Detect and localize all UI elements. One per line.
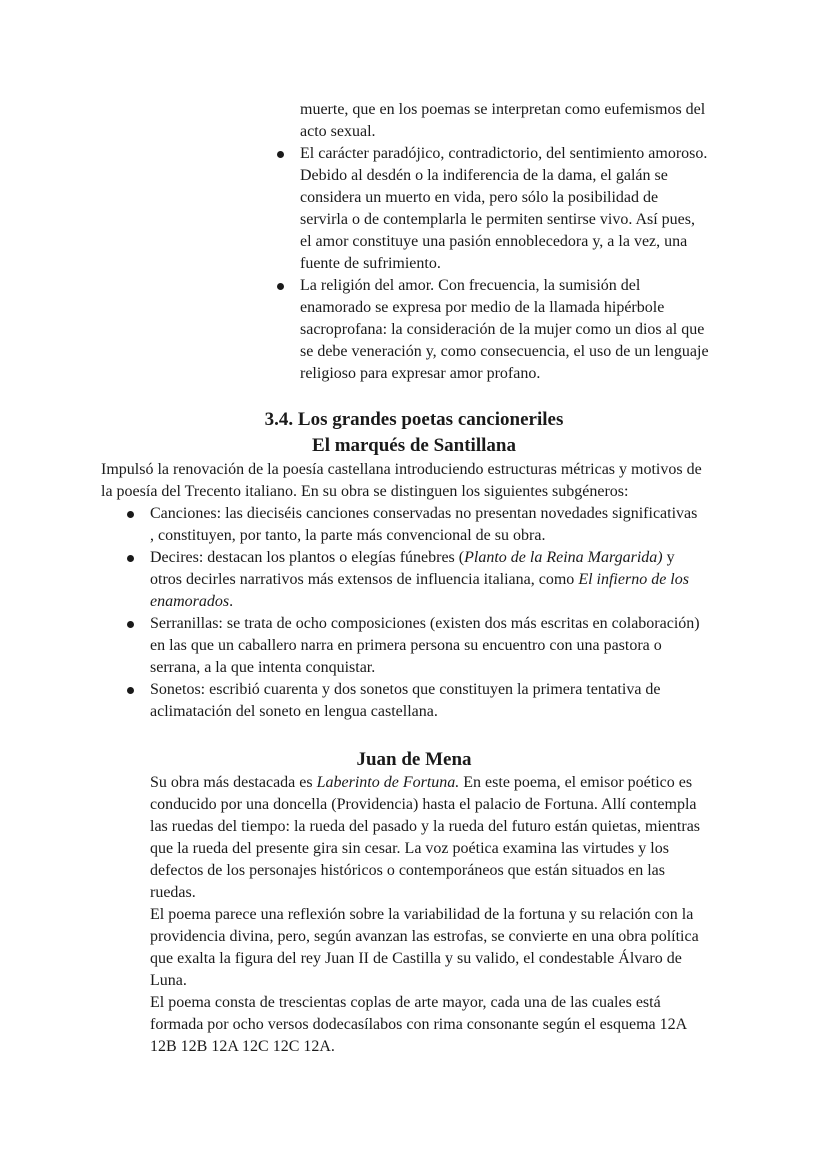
list-item-text: , constituyen, por tanto, la parte más convencional de su obra. bbox=[150, 527, 546, 544]
bullet-icon bbox=[277, 151, 284, 158]
paragraph-line: que la rueda del presente gira sin cesar. La voz poética examina las virtudes y los bbox=[150, 840, 669, 857]
paragraph-line: El poema consta de trescientas coplas de arte mayor, cada una de las cuales está bbox=[150, 994, 661, 1011]
section-title: 3.4. Los grandes poetas cancioneriles bbox=[264, 409, 564, 430]
intro-text: Impulsó la renovación de la poesía castellana introduciendo estructuras métricas y motivos de bbox=[101, 461, 702, 478]
list-item-text: considera un muerto en vida, pero sólo la posibilidad de bbox=[300, 189, 659, 206]
paragraph-line: 12B 12B 12A 12C 12C 12A. bbox=[150, 1038, 335, 1055]
list-item-text: muerte, que en los poemas se interpretan como eufemismos del bbox=[300, 101, 706, 118]
list-item-text: La religión del amor. Con frecuencia, la sumisión del bbox=[300, 277, 641, 294]
list-item-text: Sonetos: escribió cuarenta y dos sonetos que constituyen la primera tentativa de bbox=[150, 681, 661, 698]
bullet-icon bbox=[127, 621, 134, 628]
paragraph-line: providencia divina, pero, según avanzan las estrofas, se convierte en una obra política bbox=[150, 928, 699, 945]
list-item-text: en las que un caballero narra en primera persona su encuentro con una pastora o bbox=[150, 637, 662, 654]
list-item-text: El carácter paradójico, contradictorio, del sentimiento amoroso. bbox=[300, 145, 708, 162]
paragraph-line: que exalta la figura del rey Juan II de Castilla y su valido, el condestable Álvaro de bbox=[150, 950, 682, 967]
bullet-icon bbox=[127, 555, 134, 562]
list-item-text: Decires: destacan los plantos o elegías fúnebres (Planto de la Reina Margarida) y bbox=[150, 549, 675, 566]
list-item-text: acto sexual. bbox=[300, 123, 376, 140]
list-item-text: fuente de sufrimiento. bbox=[300, 255, 441, 272]
list-item-text: servirla o de contemplarla le permiten sentirse vivo. Así pues, bbox=[300, 211, 695, 228]
list-item-text: religioso para expresar amor profano. bbox=[300, 365, 541, 382]
list-item-text: Debido al desdén o la indiferencia de la dama, el galán se bbox=[300, 167, 668, 184]
paragraph-line: conducido por una doncella (Providencia) hasta el palacio de Fortuna. Allí contempla bbox=[150, 796, 697, 813]
list-item-text: el amor constituye una pasión ennoblecedora y, a la vez, una bbox=[300, 233, 688, 250]
list-item-text: serrana, a la que intenta conquistar. bbox=[150, 659, 376, 676]
list-item-text: Canciones: las dieciséis canciones conservadas no presentan novedades significativas bbox=[150, 505, 698, 522]
work-title: enamorados bbox=[150, 593, 230, 610]
bullet-icon bbox=[277, 283, 284, 290]
paragraph-line: formada por ocho versos dodecasílabos con rima consonante según el esquema 12A bbox=[150, 1016, 688, 1033]
paragraph-line: El poema parece una reflexión sobre la variabilidad de la fortuna y su relación con la bbox=[150, 906, 694, 923]
list-item-text: otros decirles narrativos más extensos de influencia italiana, como El infierno de los bbox=[150, 571, 689, 588]
list-item-text: enamorado se expresa por medio de la llamada hipérbole bbox=[300, 299, 665, 316]
list-item-text: se debe veneración y, como consecuencia, el uso de un lenguaje bbox=[300, 343, 709, 360]
list-item-text: aclimatación del soneto en lengua castellana. bbox=[150, 703, 438, 720]
work-title: El infierno de los bbox=[578, 571, 689, 588]
bullet-icon bbox=[127, 511, 134, 518]
mena-title: Juan de Mena bbox=[356, 749, 472, 770]
intro-text: la poesía del Trecento italiano. En su obra se distinguen los siguientes subgéneros: bbox=[101, 483, 629, 500]
list-item-text: enamorados. bbox=[150, 593, 234, 610]
list-item-text: sacroprofana: la consideración de la mujer como un dios al que bbox=[300, 321, 705, 338]
paragraph-line: Luna. bbox=[150, 972, 187, 989]
list-item-text: Serranillas: se trata de ocho composiciones (existen dos más escritas en colaboración) bbox=[150, 615, 700, 632]
paragraph-line: defectos de los personajes históricos o contemporáneos que están situados en las bbox=[150, 862, 665, 879]
paragraph-line: Su obra más destacada es Laberinto de Fortuna. En este poema, el emisor poético es bbox=[150, 774, 693, 791]
section-subtitle: El marqués de Santillana bbox=[312, 435, 516, 456]
work-title: Planto de la Reina Margarida) bbox=[464, 549, 663, 566]
paragraph-line: ruedas. bbox=[150, 884, 196, 901]
bullet-icon bbox=[127, 687, 134, 694]
work-title: Laberinto de Fortuna. bbox=[316, 774, 460, 791]
paragraph-line: las ruedas del tiempo: la rueda del pasado y la rueda del futuro están quietas, mientras bbox=[150, 818, 701, 835]
